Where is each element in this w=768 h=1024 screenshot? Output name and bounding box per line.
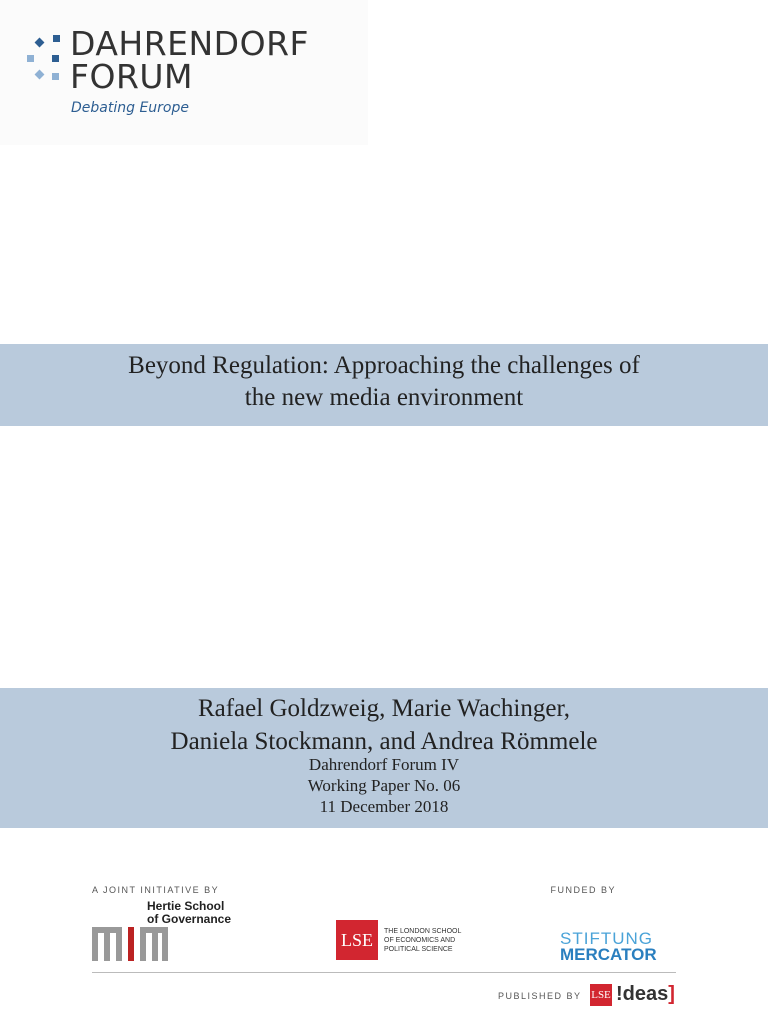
lse-small-logo-icon: LSE	[590, 984, 612, 1006]
ideas-bracket: ]	[668, 983, 675, 1005]
logo-wordmark	[70, 24, 309, 96]
ideas-text: !deas	[616, 983, 669, 1005]
series-name: Dahrendorf Forum IV	[308, 755, 460, 774]
hertie-school-name	[147, 900, 231, 926]
hertie-line-2: of Governance	[147, 912, 232, 926]
footer-divider	[92, 972, 676, 973]
dahrendorf-logo	[0, 0, 368, 145]
authors-band	[0, 688, 768, 828]
mercator-text: MERCATOR	[560, 945, 657, 964]
lse-full-name	[384, 927, 461, 954]
hertie-logo-icon	[92, 927, 168, 961]
title-line-2: the new media environment	[244, 384, 524, 411]
logo-line-2: FORUM	[70, 57, 194, 96]
authors-line-2: Daniela Stockmann, and Andrea Römmele	[170, 728, 598, 755]
paper-meta	[0, 754, 768, 817]
partners-footer	[92, 880, 676, 1010]
paper-number: Working Paper No. 06	[307, 776, 461, 795]
stiftung-text: STIFTUNG	[560, 929, 653, 948]
lse-logo-icon: LSE	[336, 920, 378, 960]
published-by-label: PUBLISHED BY	[498, 991, 582, 1001]
lse-ideas-logo	[616, 983, 675, 1005]
funded-by-label: FUNDED BY	[550, 885, 616, 895]
paper-date: 11 December 2018	[319, 797, 449, 816]
title-band	[0, 344, 768, 426]
lse-line-2: OF ECONOMICS AND	[384, 937, 456, 944]
authors-line-1: Rafael Goldzweig, Marie Wachinger,	[197, 695, 571, 722]
lse-line-3: POLITICAL SCIENCE	[384, 946, 453, 953]
logo-line-1: DAHRENDORF	[70, 24, 309, 63]
logo-dots-icon	[26, 33, 66, 89]
lse-line-1: THE LONDON SCHOOL	[384, 928, 462, 935]
logo-tagline: Debating Europe	[71, 100, 189, 116]
joint-initiative-label: A JOINT INITIATIVE BY	[92, 885, 220, 895]
hertie-line-1: Hertie School	[147, 899, 225, 913]
paper-title	[0, 350, 768, 414]
author-list	[0, 692, 768, 758]
title-line-1: Beyond Regulation: Approaching the challenges of	[128, 352, 640, 379]
